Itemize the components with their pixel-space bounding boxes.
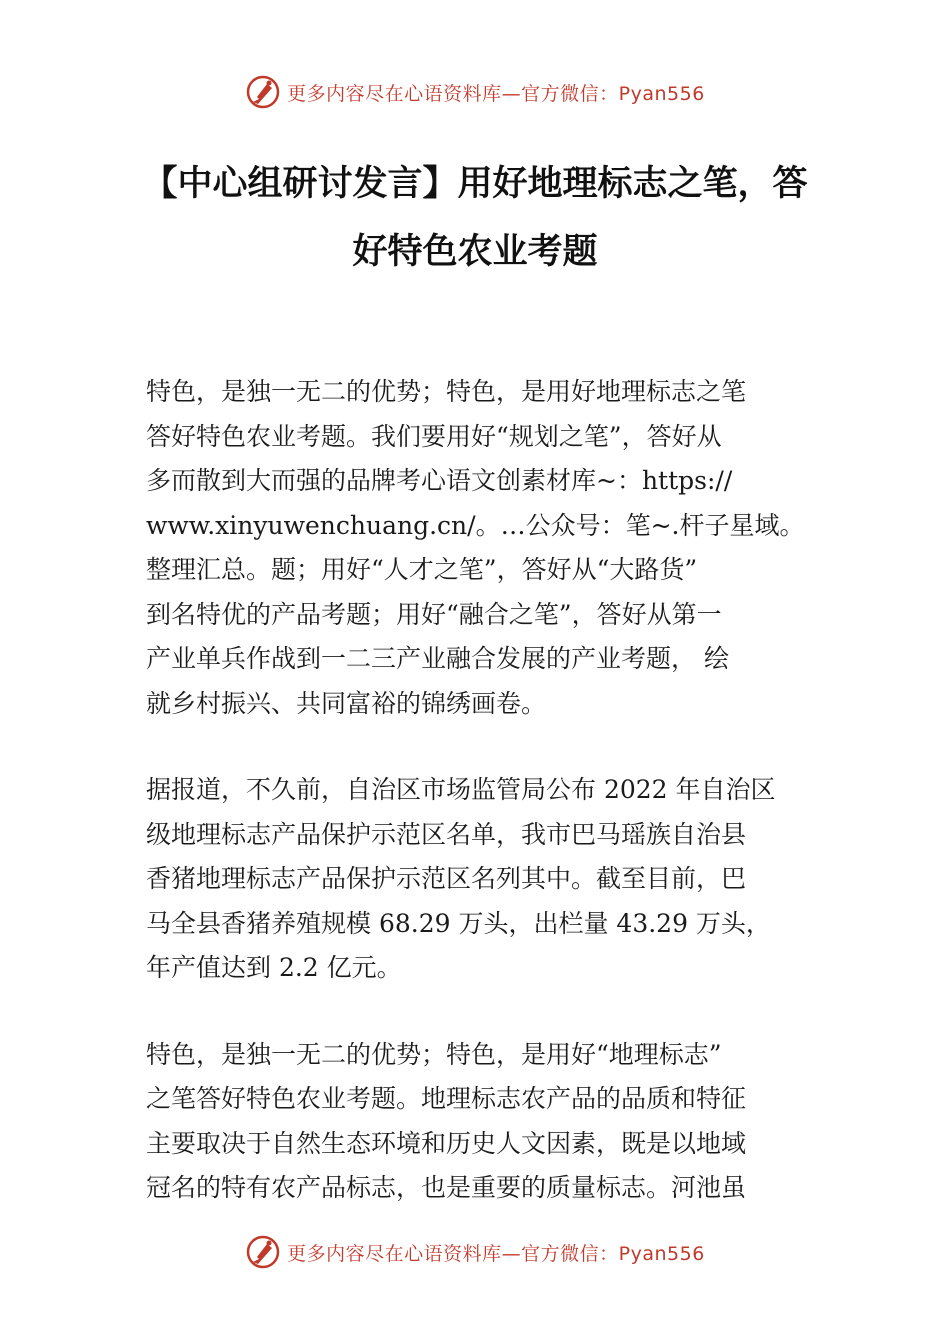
paragraph-line: 答好特色农业考题。我们要用好“规划之笔”，答好从 [146, 421, 722, 451]
paragraph-line: 到名特优的产品考题；用好“融合之笔”，答好从第一 [146, 599, 722, 629]
paragraph-line: 冠名的特有农产品标志，也是重要的质量标志。河池虽 [146, 1173, 747, 1202]
footer-banner [0, 1232, 950, 1272]
paragraph-line: 整理汇总。题；用好“人才之笔”，答好从“大路货” [146, 555, 698, 584]
document-body [146, 370, 810, 1253]
document-title [100, 150, 850, 286]
paragraph-line: www.xinyuwenchuang.cn/。…公众号：笔~.杆子星域。 [146, 510, 805, 540]
paragraph-line: 主要取决于自然生态环境和历史人文因素，既是以地域 [146, 1128, 747, 1158]
paragraph-line: 就乡村振兴、共同富裕的锦绣画卷。 [146, 688, 547, 718]
paragraph-line: 之笔答好特色农业考题。地理标志农产品的品质和特征 [146, 1084, 747, 1113]
paragraph-line: 特色，是独一无二的优势；特色，是用好“地理标志” [146, 1039, 722, 1069]
paragraph-line: 据报道，不久前，自治区市场监管局公布 2022 年自治区 [146, 775, 776, 804]
paragraph-line: 产业单兵作战到一二三产业融合发展的产业考题， 绘 [146, 644, 729, 673]
paragraph-line: 级地理标志产品保护示范区名单，我市巴马瑶族自治县 [146, 819, 747, 849]
header-banner [0, 72, 950, 112]
title-line-2: 好特色农业考题 [352, 232, 598, 272]
paragraph-line: 特色，是独一无二的优势；特色，是用好地理标志之笔 [146, 377, 747, 406]
pen-logo-icon [245, 1234, 281, 1270]
title-line-1: 【中心组研讨发言】用好地理标志之笔，答 [142, 164, 808, 204]
paragraph-line: 年产值达到 2.2 亿元。 [146, 953, 402, 982]
paragraph-2 [146, 768, 810, 991]
pen-logo-icon [245, 74, 281, 110]
paragraph-3 [146, 1033, 810, 1211]
paragraph-line: 马全县香猪养殖规模 68.29 万头，出栏量 43.29 万头， [146, 908, 771, 938]
paragraph-line: 香猪地理标志产品保护示范区名列其中。截至目前，巴 [146, 864, 747, 893]
paragraph-line: 多而散到大而强的品牌考心语文创素材库~：https:// [146, 466, 733, 495]
footer-banner-text: 更多内容尽在心语资料库—官方微信：Pyan556 [287, 1242, 705, 1265]
header-banner-text: 更多内容尽在心语资料库—官方微信：Pyan556 [287, 82, 705, 105]
paragraph-1 [146, 370, 810, 726]
